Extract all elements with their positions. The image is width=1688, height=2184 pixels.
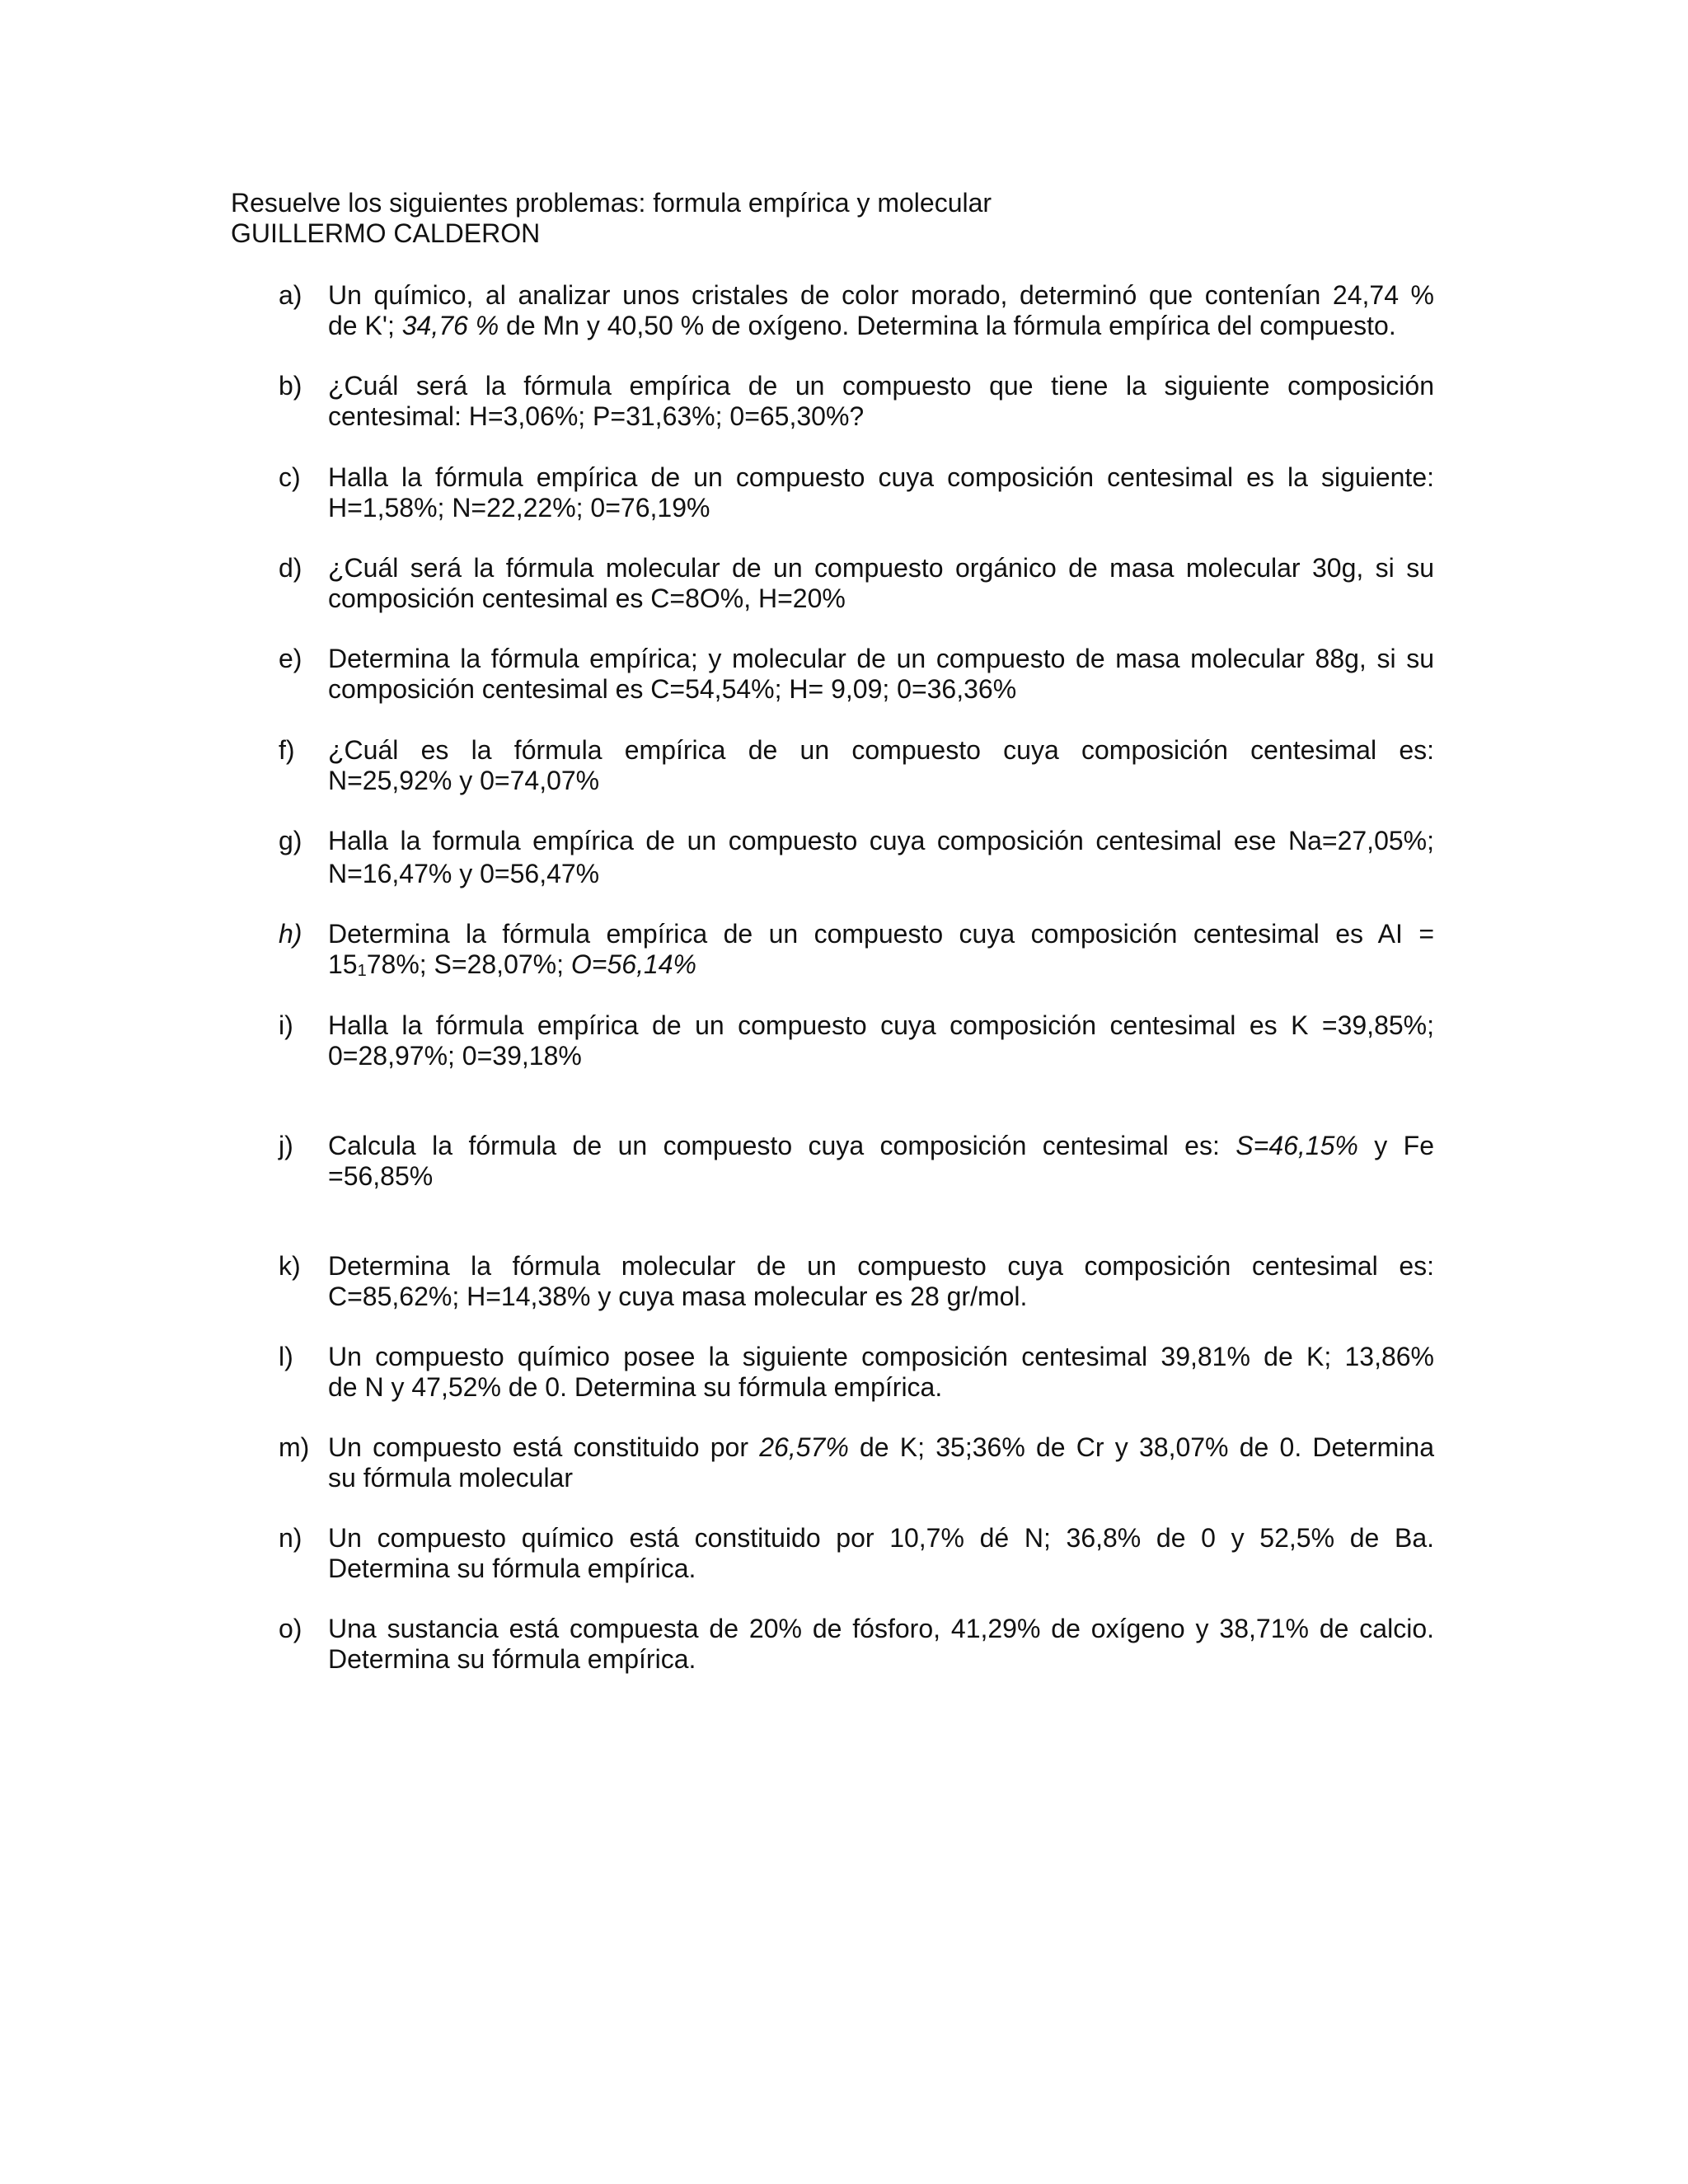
problem-line: Halla la formula empírica de un compuesto cuya composición centesimal ese Na=27,05%; <box>328 826 1434 855</box>
text-segment: AI = <box>1377 919 1435 949</box>
problem-line: su fórmula molecular <box>328 1463 573 1493</box>
text-segment: 15 <box>328 949 358 979</box>
problem-text <box>328 1523 1434 1584</box>
document-title: Resuelve los siguientes problemas: formula empírica y molecular <box>231 188 992 218</box>
problem-text <box>328 1432 1434 1493</box>
problem-line: ¿Cuál será la fórmula empírica de un compuesto que tiene la siguiente composición <box>328 371 1434 401</box>
problem-text <box>328 553 1434 614</box>
problem-m <box>279 1432 1434 1493</box>
italic-segment: O=56,14% <box>570 949 696 979</box>
problem-line: N=25,92% y 0=74,07% <box>328 766 600 795</box>
problem-line: Un compuesto químico posee la siguiente composición centesimal 39,81% de K; 13,86% <box>328 1342 1434 1371</box>
problem-line: composición centesimal es C=54,54%; H= 9,09; 0=36,36% <box>328 674 1017 704</box>
problem-line: =56,85% <box>328 1161 434 1191</box>
problem-line: Un químico, al analizar unos cristales de color morado, determinó que contenían 24,74 % <box>328 280 1434 310</box>
problem-f <box>279 735 1434 796</box>
italic-segment: S=46,15% <box>1236 1131 1358 1160</box>
problem-line: de N y 47,52% de 0. Determina su fórmula empírica. <box>328 1372 943 1402</box>
problem-line <box>328 1131 1434 1161</box>
problem-i <box>279 1010 1434 1071</box>
problem-line: ¿Cuál es la fórmula empírica de un compuesto cuya composición centesimal es: <box>328 735 1434 765</box>
text-segment: y Fe <box>1374 1131 1435 1160</box>
problem-letter: j) <box>279 1131 293 1160</box>
problem-letter: c) <box>279 462 301 492</box>
problem-line <box>328 949 1434 987</box>
problem-line: N=16,47% y 0=56,47% <box>328 859 600 888</box>
problem-text <box>328 280 1434 341</box>
problem-e <box>279 644 1434 705</box>
problem-text <box>328 735 1434 796</box>
problem-letter: d) <box>279 553 302 583</box>
problem-text <box>328 1131 1434 1192</box>
problem-text <box>328 919 1434 987</box>
problem-line <box>328 311 1434 341</box>
problem-text <box>328 1342 1434 1403</box>
problem-g <box>279 826 1434 889</box>
problem-line: Un compuesto químico está constituido por 10,7% dé N; 36,8% de 0 y 52,5% de Ba. <box>328 1523 1434 1553</box>
problem-text <box>328 644 1434 705</box>
problem-c <box>279 462 1434 523</box>
problem-k <box>279 1251 1434 1312</box>
problem-letter: b) <box>279 371 302 401</box>
problem-letter: h) <box>279 919 302 949</box>
problem-letter: n) <box>279 1523 302 1553</box>
text-segment: de K'; <box>328 311 395 340</box>
document-header <box>231 188 1467 249</box>
problem-h <box>279 919 1434 987</box>
problem-b <box>279 371 1434 432</box>
text-segment: de Mn y 40,50 % de oxígeno. Determina la fórmula empírica del compuesto. <box>506 311 1396 340</box>
problem-l <box>279 1342 1434 1403</box>
problem-d <box>279 553 1434 614</box>
problem-line: centesimal: H=3,06%; P=31,63%; 0=65,30%? <box>328 401 865 431</box>
problem-line <box>328 1432 1434 1463</box>
problem-letter: f) <box>279 735 295 765</box>
problem-line: Determina la fórmula molecular de un compuesto cuya composición centesimal es: <box>328 1251 1434 1281</box>
problem-line: Determina su fórmula empírica. <box>328 1554 696 1583</box>
problem-line: Halla la fórmula empírica de un compuesto cuya composición centesimal es K =39,85%; <box>328 1010 1434 1040</box>
problem-text <box>328 826 1434 889</box>
problem-line: 0=28,97%; 0=39,18% <box>328 1041 582 1071</box>
text-segment: de K; 35;36% de Cr y 38,07% de 0. Determina <box>859 1432 1435 1462</box>
problem-n <box>279 1523 1434 1584</box>
problem-letter: l) <box>279 1342 293 1371</box>
problem-line: Una sustancia está compuesta de 20% de fósforo, 41,29% de oxígeno y 38,71% de calcio. <box>328 1614 1434 1643</box>
problem-line: composición centesimal es C=8O%, H=20% <box>328 583 846 613</box>
problem-o <box>279 1614 1434 1675</box>
italic-segment: 34,76 % <box>401 311 499 340</box>
problem-line: H=1,58%; N=22,22%; 0=76,19% <box>328 493 710 523</box>
text-segment: Calcula la fórmula de un compuesto cuya composición centesimal es: <box>328 1131 1220 1160</box>
problem-text <box>328 462 1434 523</box>
problem-letter: o) <box>279 1614 302 1643</box>
problem-line <box>328 919 1434 949</box>
text-segment: Determina la fórmula empírica de un compuesto cuya composición centesimal es <box>328 919 1364 949</box>
problem-letter: g) <box>279 826 302 855</box>
problem-text <box>328 371 1434 432</box>
problem-line: C=85,62%; H=14,38% y cuya masa molecular es 28 gr/mol. <box>328 1282 1028 1311</box>
subscript-segment: 1 <box>357 962 367 980</box>
italic-segment: 26,57% <box>759 1432 849 1462</box>
problem-text <box>328 1251 1434 1312</box>
problem-letter: i) <box>279 1010 293 1040</box>
problem-letter: m) <box>279 1432 310 1462</box>
problem-line: Determina su fórmula empírica. <box>328 1644 696 1674</box>
problem-letter: e) <box>279 644 302 673</box>
problem-letter: a) <box>279 280 302 310</box>
problem-letter: k) <box>279 1251 301 1281</box>
problem-text <box>328 1614 1434 1675</box>
problem-line: Determina la fórmula empírica; y molecular de un compuesto de masa molecular 88g, si su <box>328 644 1434 673</box>
text-segment: Un compuesto está constituido por <box>328 1432 749 1462</box>
problem-a <box>279 280 1434 341</box>
problem-j <box>279 1131 1434 1192</box>
text-segment: 78%; S=28,07%; <box>366 949 564 979</box>
problem-text <box>328 1010 1434 1071</box>
problem-line: Halla la fórmula empírica de un compuesto cuya composición centesimal es la siguiente: <box>328 462 1434 492</box>
document-author: GUILLERMO CALDERON <box>231 218 541 248</box>
problem-line: ¿Cuál será la fórmula molecular de un compuesto orgánico de masa molecular 30g, si su <box>328 553 1434 583</box>
